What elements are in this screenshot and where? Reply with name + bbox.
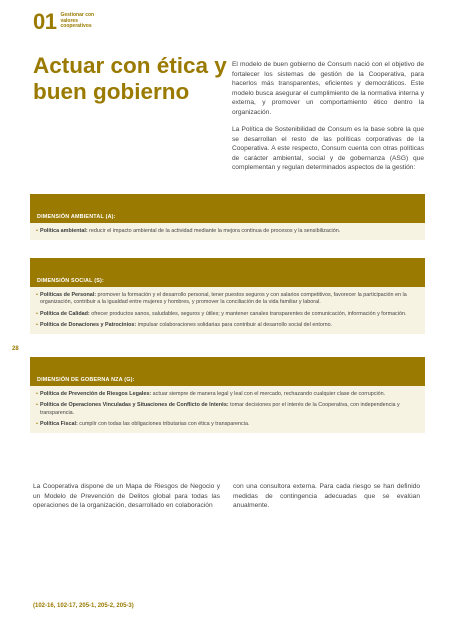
intro-paragraph-1: El modelo de buen gobierno de Consum nació con el objetivo de fortalecer los sistemas de gestión de la Cooperativa, para hacerlos más transparentes, eficientes y democráticos. Este modelo busca asegurar el cumplimiento de la normativa interna y externa, y promover un comportamiento ético dentro la organización. — [232, 61, 424, 116]
panel-social — [30, 258, 425, 334]
item-term: Política de Operaciones Vinculadas y Situaciones de Conflicto de Interés: — [40, 402, 229, 409]
item-term: Política de Prevención de Riesgos Legales: — [40, 391, 152, 397]
item-text: cumplir con todas las obligaciones tributarias con ética y transparencia. — [77, 420, 250, 427]
list-item — [36, 421, 417, 428]
item-term: Política de Donaciones y Patrocinios: — [40, 321, 137, 328]
gri-reference: (102-16, 102-17, 205-1, 205-2, 205-3) — [33, 603, 134, 609]
item-text: impulsar colaboraciones solidarias para contribuir al desarrollo social del entorno. — [136, 321, 333, 328]
bullet-icon: • — [36, 391, 38, 397]
intro-paragraph-2: La Política de Sostenibilidad de Consum es la base sobre la que se desarrollan el resto de las políticas corporativas de la Cooperativa. A este respecto, Consum cuenta con otras políticas de carácter ambiental, social y de gobernanza (ASG) que complementan y regulan determinados aspectos de la gestión: — [232, 126, 424, 171]
bullet-icon: • — [36, 310, 38, 317]
bullet-icon: • — [36, 420, 38, 427]
list-item — [36, 391, 417, 398]
panel-ambiental-header — [30, 194, 425, 223]
item-term: Política ambiental: — [40, 228, 88, 234]
chapter-number: 01 — [33, 9, 57, 34]
list-item — [36, 322, 417, 329]
panel-gobernanza-title: DIMENSIÓN DE GOBERNA NZA (G): — [37, 377, 135, 383]
item-text: actuar siempre de manera legal y leal con el mercado, rechazando cualquier clase de corrupción. — [151, 391, 386, 397]
item-text: ofrecer productos sanos, saludables, seguros y útiles; y mantener canales transparentes de comunicación, información y formación. — [89, 310, 407, 317]
intro-text — [232, 60, 424, 181]
item-term: Política de Calidad: — [40, 310, 90, 317]
list-item — [36, 228, 417, 235]
panel-gobernanza-header — [30, 357, 425, 386]
list-item — [36, 402, 417, 417]
chapter-label: Gestionar con valores cooperativos — [60, 12, 95, 29]
bullet-icon: • — [36, 321, 38, 328]
list-item — [36, 311, 417, 318]
panel-gobernanza — [30, 357, 425, 433]
page-number: 28 — [12, 346, 19, 352]
bottom-text-left: La Cooperativa dispone de un Mapa de Riesgos de Negocio y un Modelo de Prevención de Delitos global para todas las operaciones de la organización, desarrollado en colaboración — [33, 483, 220, 509]
chapter-marker — [33, 11, 100, 33]
bullet-icon: • — [36, 228, 38, 234]
item-text: tomar decisiones por el interés de la Cooperativa, con independencia y transparencia. — [40, 402, 400, 416]
item-term: Políticas de Personal: — [40, 292, 97, 298]
item-text: reducir el impacto ambiental de la actividad mediante la mejora continua de procesos y la sensibilización. — [87, 228, 341, 234]
bullet-icon: • — [36, 402, 38, 409]
item-term: Política Fiscal: — [40, 420, 78, 427]
bullet-icon: • — [36, 292, 38, 298]
panel-ambiental — [30, 194, 425, 240]
panel-social-header — [30, 258, 425, 287]
item-text: promover la formación y el desarrollo personal, tener puestos seguros y con salarios competitivos, favorecer la participación en la organización, contribuir a la igualdad entre mujeres y hombres, y promover la conciliación de la vida familiar y laboral. — [40, 292, 407, 306]
panel-ambiental-title: DIMENSIÓN AMBIENTAL (A): — [37, 214, 116, 220]
panel-social-title: DIMENSIÓN SOCIAL (S): — [37, 278, 104, 284]
list-item — [36, 292, 417, 307]
bottom-text-right: con una consultora externa. Para cada riesgo se han definido medidas de contingencia adecuadas que se evalúan anualmente. — [233, 483, 420, 509]
page-title: Actuar con ética y buen gobierno — [33, 53, 227, 104]
